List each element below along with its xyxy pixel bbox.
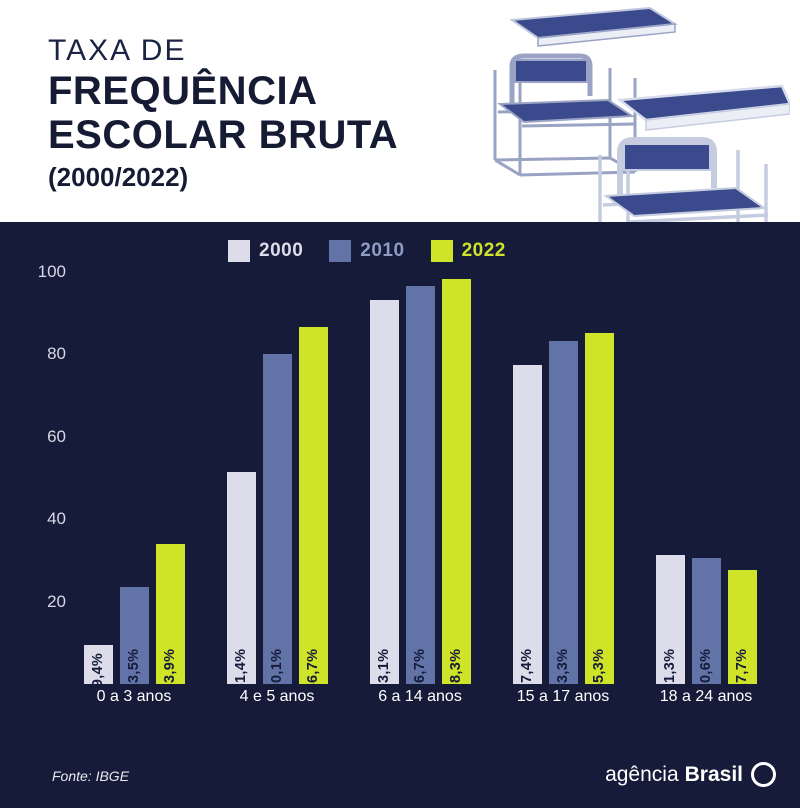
bar-group-4-e-5-anos [213, 272, 341, 692]
bar-2000-15a17[interactable] [513, 365, 542, 692]
brand-circle-icon [751, 762, 776, 787]
footer [0, 752, 800, 808]
y-tick-60: 60 [47, 426, 66, 446]
bar-value-2010-4e5: 80,1% [269, 648, 285, 692]
bar-2000-0a3[interactable] [84, 645, 113, 688]
bar-group-15-a-17-anos [499, 272, 627, 692]
bar-value-2000-6a14: 93,1% [376, 648, 392, 692]
bar-value-2010-6a14: 96,7% [412, 648, 428, 692]
bar-groups [70, 272, 770, 692]
title-period: (2000/2022) [48, 162, 189, 193]
bar-value-2022-18a24: 27,7% [734, 648, 750, 692]
bar-2010-18a24[interactable] [692, 558, 721, 692]
bar-value-2000-15a17: 77,4% [519, 648, 535, 692]
y-tick-20: 20 [47, 591, 66, 611]
title-line-2: FREQUÊNCIA [48, 68, 318, 113]
x-label-4: 18 a 24 anos [659, 688, 753, 705]
bar-2022-6a14[interactable] [442, 279, 471, 692]
plot-area [37, 262, 770, 692]
legend-label-2000: 2000 [259, 240, 304, 261]
x-label-1: 4 e 5 anos [239, 688, 315, 705]
legend-swatch-2000 [228, 240, 250, 262]
legend-item-2010 [329, 240, 404, 262]
bar-2022-15a17[interactable] [585, 333, 614, 692]
y-tick-40: 40 [47, 509, 66, 529]
header [0, 0, 800, 222]
bar-value-2022-15a17: 85,3% [591, 648, 607, 692]
x-label-2: 6 a 14 anos [378, 688, 462, 705]
title-line-1: TAXA DE [48, 34, 187, 67]
bar-value-2010-0a3: 23,5% [126, 648, 142, 692]
source-note: Fonte: IBGE [52, 768, 130, 784]
chart-panel [0, 222, 800, 752]
bar-2000-4e5[interactable] [227, 472, 256, 692]
legend-label-2010: 2010 [360, 240, 405, 261]
brand-text-agencia: agência [605, 762, 679, 786]
bar-value-2000-18a24: 31,3% [662, 648, 678, 692]
x-label-3: 15 a 17 anos [516, 688, 610, 705]
bar-group-0-a-3-anos [70, 272, 198, 692]
bar-value-2022-4e5: 86,7% [305, 648, 321, 692]
bar-value-2010-18a24: 30,6% [698, 648, 714, 692]
legend-swatch-2010 [329, 240, 351, 262]
legend-label-2022: 2022 [461, 240, 506, 261]
bar-2010-0a3[interactable] [120, 587, 149, 692]
bar-2022-0a3[interactable] [156, 544, 185, 692]
y-tick-100: 100 [37, 262, 66, 281]
bar-2000-18a24[interactable] [656, 555, 685, 692]
bar-value-2022-0a3: 33,9% [162, 648, 178, 692]
page-title [48, 34, 398, 193]
bar-2010-15a17[interactable] [549, 341, 578, 692]
bar-value-2000-0a3: 9,4% [90, 652, 106, 688]
legend-item-2000 [228, 240, 303, 262]
brand-text-brasil: Brasil [684, 762, 743, 786]
bar-value-2000-4e5: 51,4% [233, 648, 249, 692]
chart-legend [228, 240, 506, 262]
bar-group-18-a-24-anos [642, 272, 770, 692]
bar-2022-4e5[interactable] [299, 327, 328, 692]
y-tick-80: 80 [47, 344, 66, 364]
bar-group-6-a-14-anos [356, 272, 484, 692]
bar-2010-4e5[interactable] [263, 354, 292, 692]
bar-value-2010-15a17: 83,3% [555, 648, 571, 692]
x-axis-labels [70, 688, 770, 706]
bar-2010-6a14[interactable] [406, 286, 435, 692]
legend-swatch-2022 [431, 240, 453, 262]
legend-item-2022 [431, 240, 506, 262]
x-label-0: 0 a 3 anos [96, 688, 172, 705]
brand-logo [605, 762, 776, 787]
bar-2022-18a24[interactable] [728, 570, 757, 692]
bar-value-2022-6a14: 98,3% [448, 648, 464, 692]
title-line-3: ESCOLAR BRUTA [48, 113, 399, 158]
bar-2000-6a14[interactable] [370, 300, 399, 692]
